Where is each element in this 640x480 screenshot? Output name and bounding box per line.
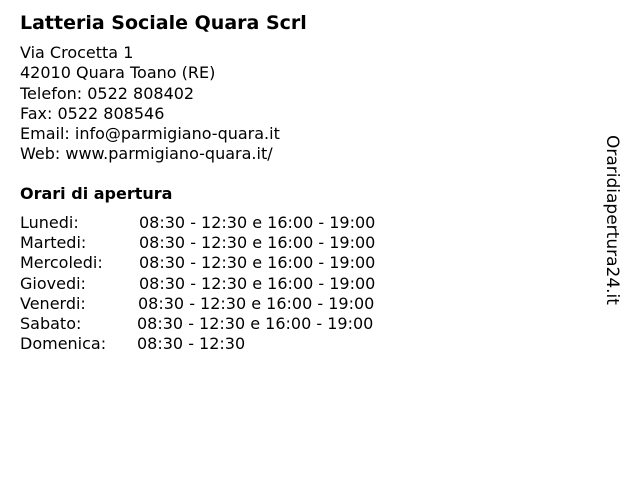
day-label: Martedi: bbox=[20, 233, 87, 253]
hours-heading: Orari di apertura bbox=[20, 184, 173, 203]
day-label: Giovedi: bbox=[20, 273, 86, 293]
site-brand-logo: Oraridiapertura24.it bbox=[602, 135, 622, 305]
email-address[interactable]: Email: info@parmigiano-quara.it bbox=[20, 124, 280, 144]
time-range: 08:30 - 12:30 bbox=[137, 334, 246, 354]
contact-details bbox=[20, 43, 280, 165]
phone-number[interactable]: Telefon: 0522 808402 bbox=[20, 83, 195, 103]
time-range: 08:30 - 12:30 e 16:00 - 19:00 bbox=[139, 213, 376, 232]
time-range: 08:30 - 12:30 e 16:00 - 19:00 bbox=[138, 293, 375, 313]
time-range: 08:30 - 12:30 e 16:00 - 19:00 bbox=[139, 233, 376, 253]
website-link[interactable]: Web: www.parmigiano-quara.it/ bbox=[20, 144, 273, 164]
street-address: Via Crocetta 1 bbox=[20, 43, 134, 62]
day-label: Venerdi: bbox=[20, 293, 86, 313]
day-label: Lunedi: bbox=[20, 213, 79, 232]
day-label: Sabato: bbox=[20, 313, 82, 333]
day-label: Domenica: bbox=[20, 334, 107, 354]
time-range: 08:30 - 12:30 e 16:00 - 19:00 bbox=[139, 253, 376, 273]
time-range: 08:30 - 12:30 e 16:00 - 19:00 bbox=[137, 313, 374, 333]
time-range: 08:30 - 12:30 e 16:00 - 19:00 bbox=[139, 273, 376, 293]
fax-number: Fax: 0522 808546 bbox=[20, 103, 165, 123]
city-address: 42010 Quara Toano (RE) bbox=[20, 63, 216, 83]
day-label: Mercoledi: bbox=[20, 253, 103, 273]
business-name: Latteria Sociale Quara Scrl bbox=[20, 12, 307, 34]
